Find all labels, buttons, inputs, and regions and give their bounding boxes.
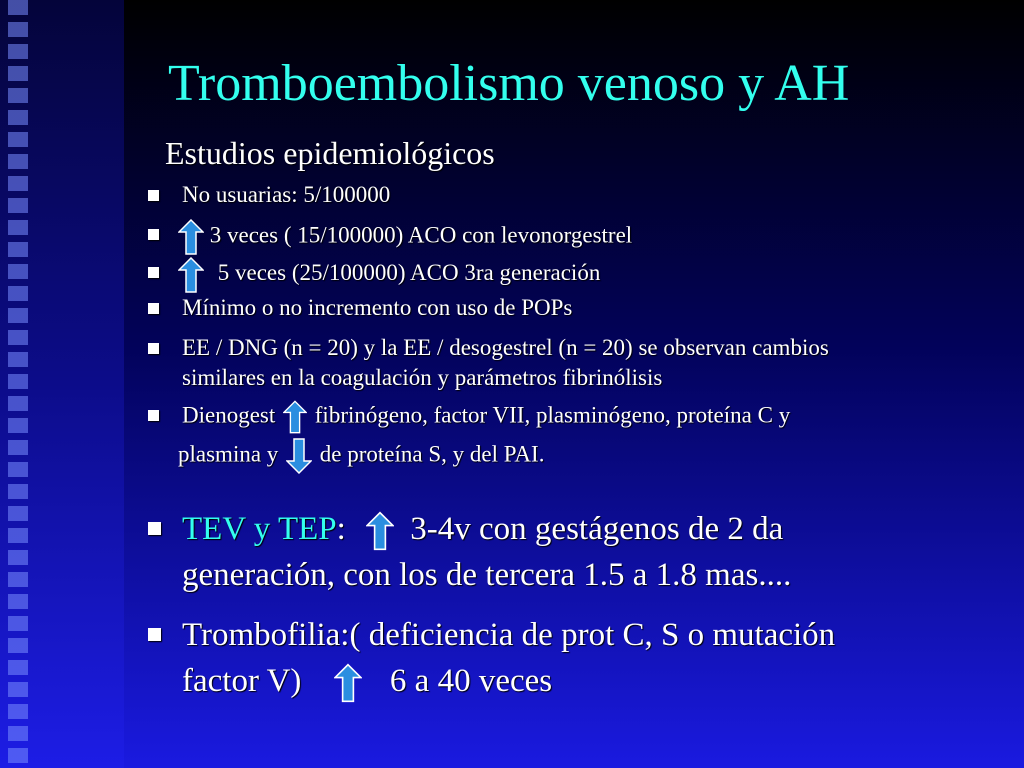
slide-subtitle: Estudios epidemiológicos: [165, 135, 495, 171]
decorative-squares: [8, 0, 28, 768]
up-arrow-icon: [366, 511, 394, 551]
down-arrow-icon: [286, 438, 312, 474]
up-arrow-icon: [334, 663, 362, 703]
up-arrow-icon: [283, 400, 307, 434]
bullet-icon: [148, 628, 161, 641]
slide-title: Tromboembolismo venoso y AH: [168, 55, 850, 112]
bullet-icon: [148, 410, 159, 421]
bullet-icon: [148, 303, 159, 314]
bullet-icon: [148, 522, 161, 535]
bullet-icon: [148, 229, 159, 240]
up-arrow-icon: [178, 257, 204, 293]
bullet-icon: [148, 190, 159, 201]
bullet-icon: [148, 343, 159, 354]
bullet-icon: [148, 267, 159, 278]
up-arrow-icon: [178, 219, 204, 255]
